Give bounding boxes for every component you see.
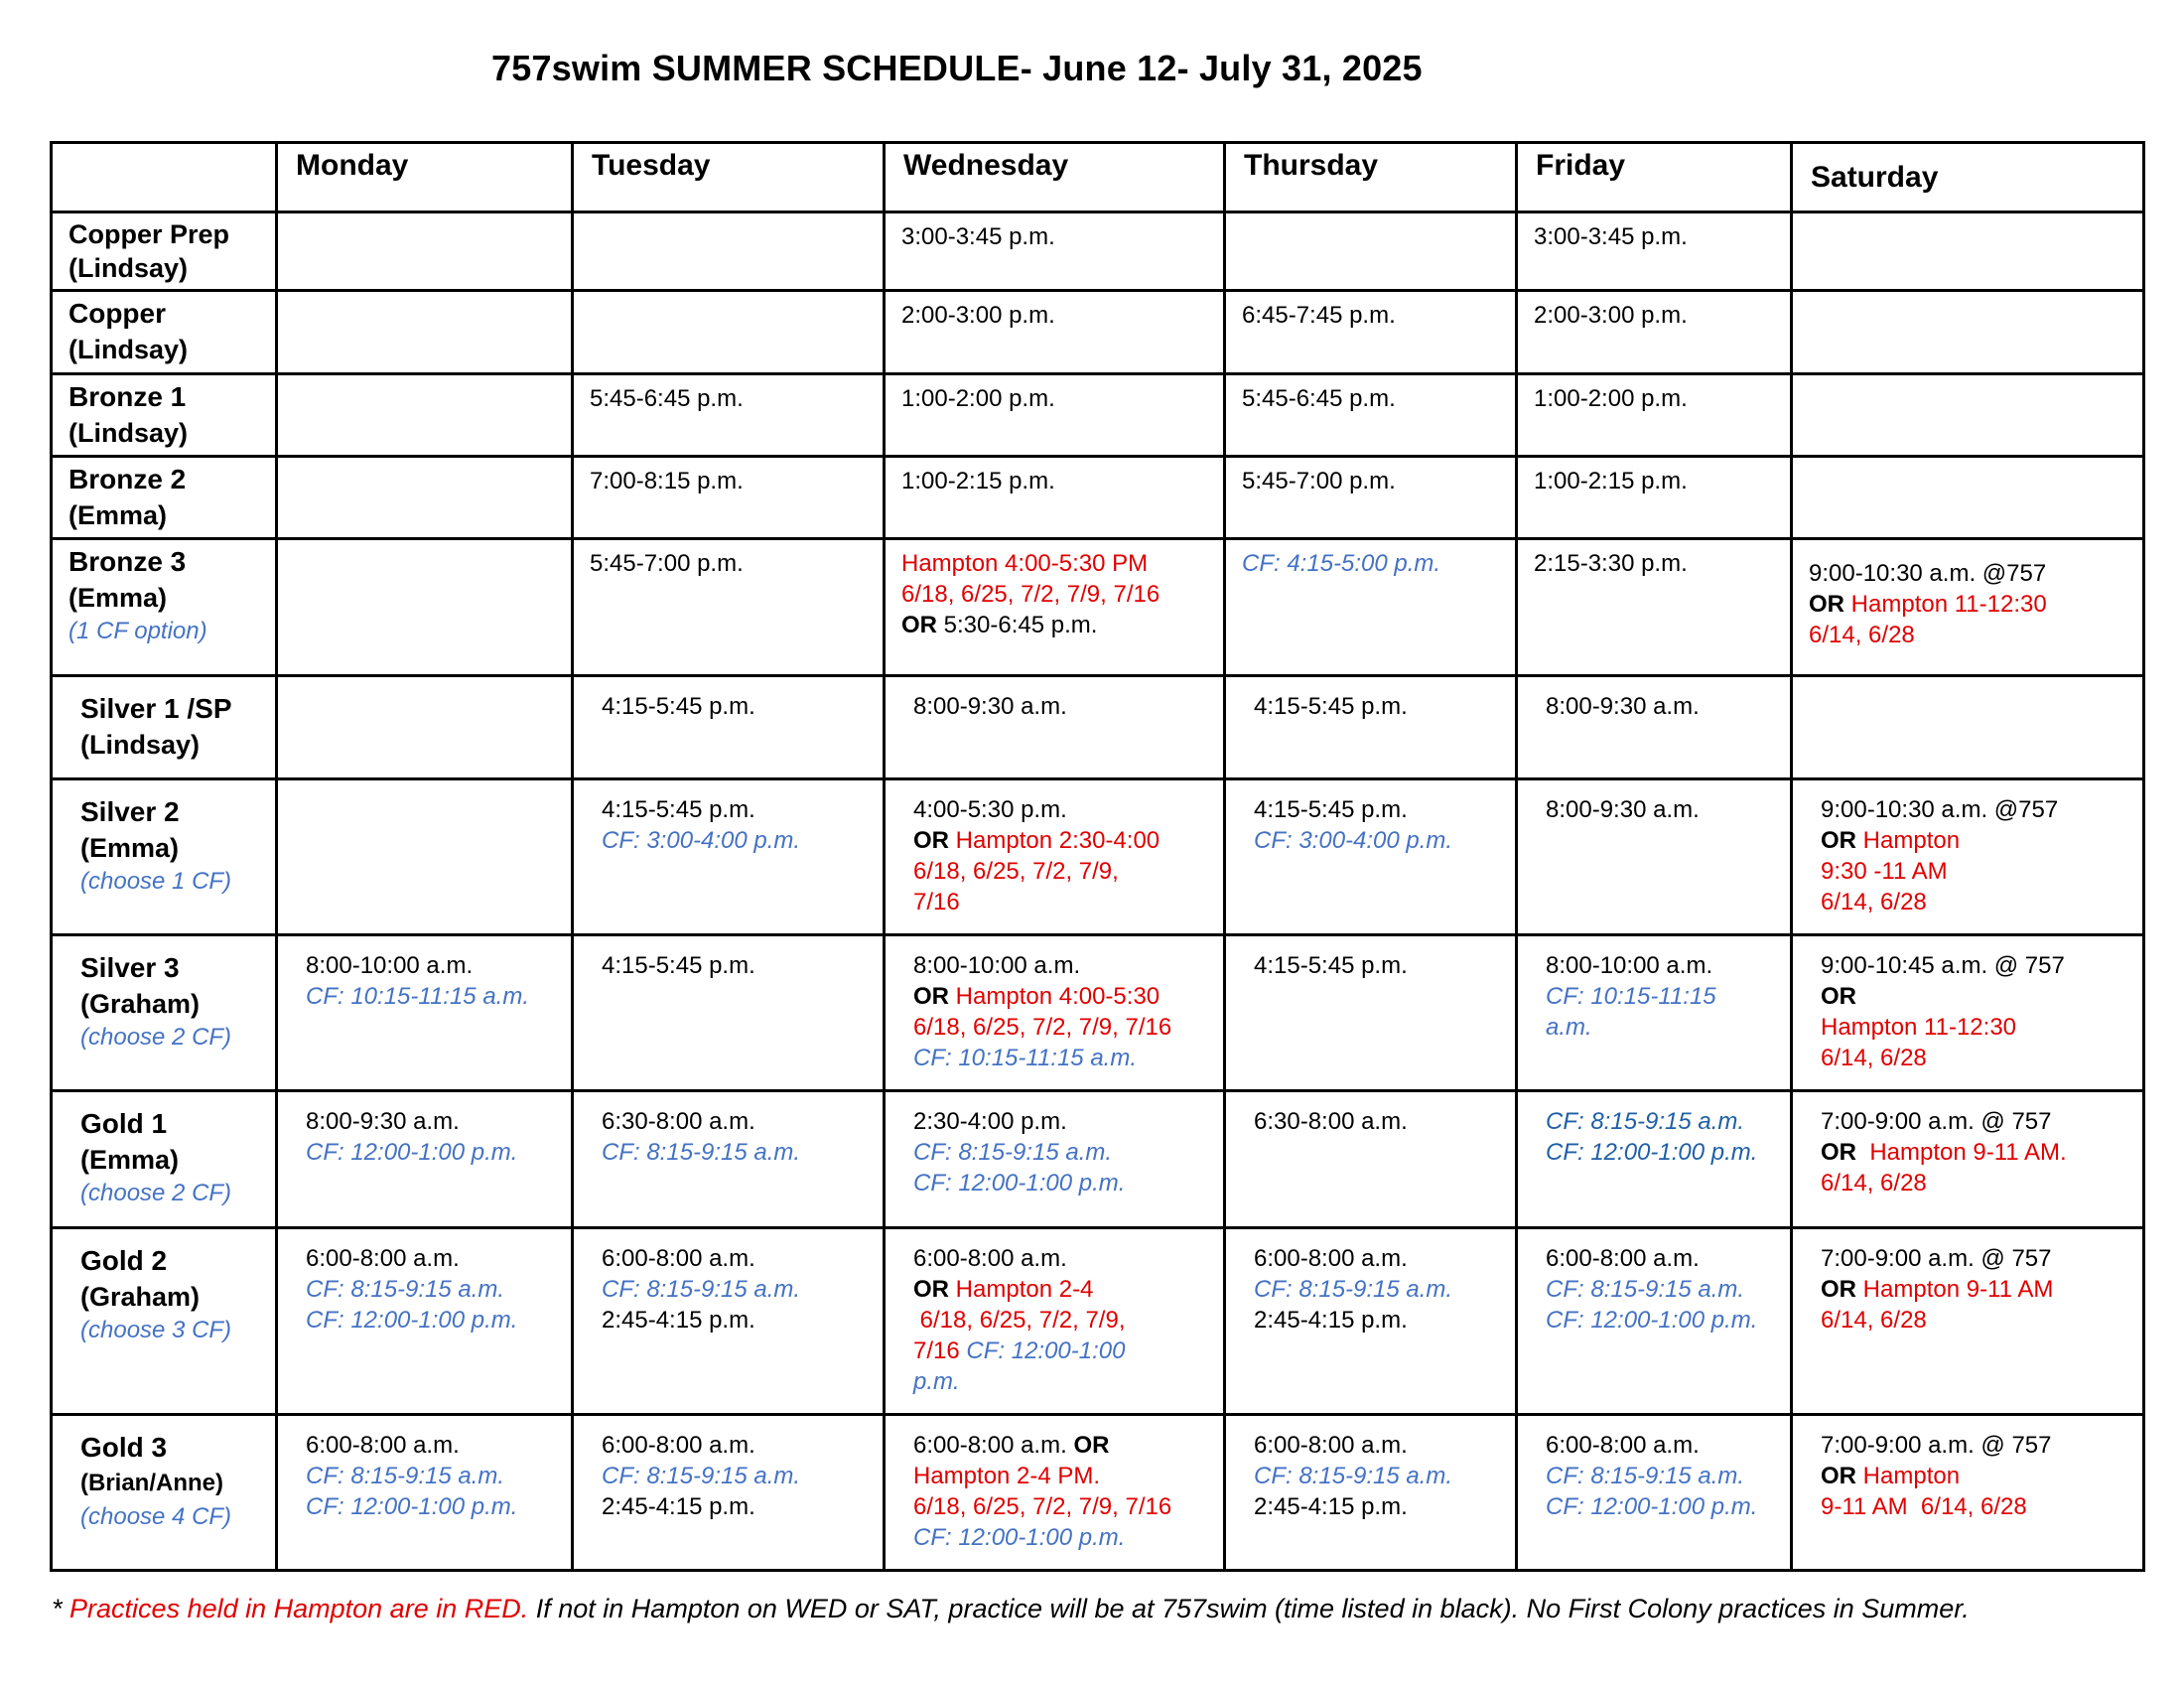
- time-text: 4:15-5:45 p.m.: [1254, 693, 1408, 720]
- time-text: 2:45-4:15 p.m.: [602, 1307, 755, 1334]
- time-text: 5:30-6:45 p.m.: [937, 612, 1098, 638]
- page-title: 757swim SUMMER SCHEDULE- June 12- July 31, 2025: [491, 48, 1423, 88]
- day-header-thursday: Thursday: [1225, 143, 1517, 212]
- time-text: 2:00-3:00 p.m.: [1534, 302, 1688, 329]
- cell-wed: [885, 676, 1225, 779]
- cf-text: CF: 8:15-9:15 a.m.: [1254, 1276, 1453, 1303]
- group-coach: (Emma): [80, 1145, 180, 1175]
- cell-thu: [1225, 1091, 1517, 1228]
- cell-mon: [277, 1228, 573, 1415]
- time-text: 2:45-4:15 p.m.: [602, 1493, 755, 1520]
- cf-text: CF: 8:15-9:15 a.m.: [1254, 1463, 1453, 1489]
- hampton-dates: 7/16: [913, 1337, 960, 1364]
- group-coach: (Lindsay): [80, 730, 201, 760]
- cell-wed: [885, 374, 1225, 457]
- or-text: OR: [1821, 983, 1856, 1010]
- cell-wed: [885, 212, 1225, 291]
- cell-mon: [277, 676, 573, 779]
- time-text: 9:00-10:30 a.m. @757: [1821, 796, 2059, 823]
- cell-sat: [1792, 539, 2144, 676]
- cell-fri: [1517, 676, 1792, 779]
- group-name: Gold 1: [80, 1108, 168, 1139]
- hampton-dates: 9-11 AM 6/14, 6/28: [1821, 1493, 2027, 1520]
- cf-text: CF: 10:15-11:15: [1546, 983, 1716, 1010]
- cell-wed: [885, 779, 1225, 935]
- time-text: 6:30-8:00 a.m.: [1254, 1108, 1408, 1135]
- cell-wed: [885, 1091, 1225, 1228]
- time-text: 8:00-10:00 a.m.: [913, 952, 1081, 979]
- cell-tue: [573, 779, 885, 935]
- group-coach: (Emma): [68, 500, 168, 530]
- table-row: [52, 457, 2144, 539]
- group-coach: (Lindsay): [68, 335, 189, 364]
- hampton-text: Hampton 4:00-5:30 PM: [901, 550, 1149, 577]
- time-text: 6:30-8:00 a.m.: [602, 1108, 755, 1135]
- cell-sat: [1792, 779, 2144, 935]
- footnote-star: *: [52, 1594, 63, 1623]
- cell-tue: [573, 935, 885, 1091]
- time-text: 5:45-6:45 p.m.: [590, 385, 744, 412]
- group-option: (choose 1 CF): [80, 868, 232, 895]
- cell-mon: [277, 1091, 573, 1228]
- cell-tue: [573, 212, 885, 291]
- group-name: Silver 2: [80, 796, 180, 827]
- cell-sat: [1792, 935, 2144, 1091]
- time-text: 1:00-2:00 p.m.: [901, 385, 1055, 412]
- hampton-dates: 7/16: [913, 889, 960, 915]
- or-text: OR: [901, 612, 937, 638]
- hampton-text: Hampton 2-4 PM.: [913, 1463, 1101, 1489]
- group-option: (choose 3 CF): [80, 1317, 232, 1343]
- time-text: 9:00-10:45 a.m. @ 757: [1821, 952, 2065, 979]
- time-text: 8:00-9:30 a.m.: [1546, 693, 1700, 720]
- group-label: [52, 374, 277, 457]
- cell-tue: [573, 539, 885, 676]
- time-text: 8:00-9:30 a.m.: [306, 1108, 460, 1135]
- cell-thu: [1225, 291, 1517, 374]
- time-text: 2:00-3:00 p.m.: [901, 302, 1055, 329]
- group-coach: (Lindsay): [68, 253, 189, 283]
- table-row: [52, 1415, 2144, 1571]
- cell-wed: [885, 291, 1225, 374]
- group-name: Copper Prep: [68, 219, 230, 249]
- cell-tue: [573, 1228, 885, 1415]
- cf-text: a.m.: [1546, 1014, 1592, 1041]
- table-row: [52, 212, 2144, 291]
- time-text: 9:00-10:30 a.m. @757: [1809, 560, 2047, 587]
- time-text: 6:00-8:00 a.m.: [602, 1432, 755, 1459]
- day-header-saturday: Saturday: [1792, 143, 2144, 212]
- time-text: 8:00-9:30 a.m.: [913, 693, 1067, 720]
- time-text: 8:00-10:00 a.m.: [306, 952, 474, 979]
- group-name: Silver 3: [80, 952, 180, 983]
- time-text: 6:00-8:00 a.m.: [306, 1432, 460, 1459]
- cf-text: CF: 8:15-9:15 a.m.: [1546, 1276, 1745, 1303]
- cell-fri: [1517, 1091, 1792, 1228]
- hampton-dates: 6/14, 6/28: [1809, 622, 1915, 648]
- cell-fri: [1517, 457, 1792, 539]
- cell-sat: [1792, 374, 2144, 457]
- hampton-time: 9:30 -11 AM: [1821, 858, 1948, 885]
- time-text: 4:15-5:45 p.m.: [602, 952, 755, 979]
- time-text: 6:00-8:00 a.m.: [913, 1245, 1067, 1272]
- group-label: [52, 457, 277, 539]
- time-text: 7:00-8:15 p.m.: [590, 468, 744, 494]
- hampton-dates: 6/18, 6/25, 7/2, 7/9, 7/16: [913, 1014, 1172, 1041]
- cell-thu: [1225, 935, 1517, 1091]
- cell-mon: [277, 1415, 573, 1571]
- time-text: 2:15-3:30 p.m.: [1534, 550, 1688, 577]
- cell-sat: [1792, 1091, 2144, 1228]
- cell-thu: [1225, 779, 1517, 935]
- cf-text: CF: 8:15-9:15 a.m.: [1546, 1463, 1745, 1489]
- or-text: OR: [913, 983, 949, 1010]
- cell-fri: [1517, 212, 1792, 291]
- day-header-monday: Monday: [277, 143, 573, 212]
- cell-mon: [277, 935, 573, 1091]
- hampton-dates: 6/18, 6/25, 7/2, 7/9,: [913, 1307, 1126, 1334]
- time-text: 4:15-5:45 p.m.: [602, 693, 755, 720]
- cell-mon: [277, 291, 573, 374]
- hampton-text: Hampton 2:30-4:00: [949, 827, 1160, 854]
- table-row: [52, 1228, 2144, 1415]
- footnote: [52, 1594, 1970, 1624]
- day-header-wednesday: Wednesday: [885, 143, 1225, 212]
- group-name: Bronze 3: [68, 546, 187, 577]
- cf-text: CF: 12:00-1:00 p.m.: [1546, 1493, 1758, 1520]
- time-text: 6:00-8:00 a.m.: [306, 1245, 460, 1272]
- hampton-dates: 6/14, 6/28: [1821, 1045, 1927, 1071]
- cf-text: CF: 12:00-1:00 p.m.: [1546, 1307, 1758, 1334]
- cf-text: CF: 12:00-1:00 p.m.: [306, 1307, 518, 1334]
- group-name: Bronze 2: [68, 464, 187, 494]
- cell-fri: [1517, 779, 1792, 935]
- group-name: Gold 2: [80, 1245, 168, 1276]
- or-text: OR: [1821, 1463, 1856, 1489]
- time-text: 7:00-9:00 a.m. @ 757: [1821, 1432, 2052, 1459]
- group-label: [52, 935, 277, 1091]
- hampton-dates: 6/14, 6/28: [1821, 889, 1927, 915]
- cell-sat: [1792, 212, 2144, 291]
- or-text: OR: [1073, 1432, 1110, 1459]
- cell-wed: [885, 1228, 1225, 1415]
- cf-text: CF: 12:00-1:00 p.m.: [1546, 1139, 1758, 1166]
- time-text: 6:00-8:00 a.m.: [1254, 1432, 1408, 1459]
- cell-thu: [1225, 457, 1517, 539]
- hampton-dates: 6/14, 6/28: [1821, 1170, 1927, 1196]
- time-text: 5:45-6:45 p.m.: [1242, 385, 1396, 412]
- time-text: 6:45-7:45 p.m.: [1242, 302, 1396, 329]
- cell-sat: [1792, 1415, 2144, 1571]
- cell-tue: [573, 1091, 885, 1228]
- table-row: [52, 935, 2144, 1091]
- time-text: 6:00-8:00 a.m.: [1546, 1245, 1700, 1272]
- time-text: 6:00-8:00 a.m.: [1254, 1245, 1408, 1272]
- day-header-tuesday: Tuesday: [573, 143, 885, 212]
- table-row: [52, 779, 2144, 935]
- cell-thu: [1225, 1415, 1517, 1571]
- group-name: Bronze 1: [68, 381, 187, 412]
- group-label: [52, 1415, 277, 1571]
- cell-wed: [885, 935, 1225, 1091]
- group-label: [52, 1091, 277, 1228]
- cf-text: CF: 8:15-9:15 a.m.: [602, 1139, 801, 1166]
- cell-tue: [573, 676, 885, 779]
- group-option: (choose 2 CF): [80, 1180, 232, 1206]
- cf-text: CF: 8:15-9:15 a.m.: [306, 1276, 505, 1303]
- corner-cell: [52, 143, 277, 212]
- time-text: 4:15-5:45 p.m.: [602, 796, 755, 823]
- cell-thu: [1225, 212, 1517, 291]
- cf-text: CF: 8:15-9:15 a.m.: [602, 1276, 801, 1303]
- cf-text: CF: 12:00-1:00 p.m.: [913, 1170, 1126, 1196]
- cell-tue: [573, 457, 885, 539]
- group-name: Gold 3: [80, 1432, 168, 1463]
- hampton-text: Hampton 11-12:30: [1821, 1014, 2017, 1041]
- cell-sat: [1792, 1228, 2144, 1415]
- cell-thu: [1225, 539, 1517, 676]
- time-text: 3:00-3:45 p.m.: [901, 223, 1055, 250]
- cell-mon: [277, 457, 573, 539]
- group-name: Silver 1 /SP: [80, 693, 232, 724]
- cell-tue: [573, 291, 885, 374]
- schedule-table: [50, 141, 2145, 1572]
- hampton-text: Hampton: [1856, 1463, 1961, 1489]
- cf-text: p.m.: [913, 1368, 960, 1395]
- cf-text: CF: 3:00-4:00 p.m.: [1254, 827, 1453, 854]
- cell-mon: [277, 374, 573, 457]
- group-coach: (Emma): [68, 583, 168, 613]
- table-row: [52, 539, 2144, 676]
- time-text: 2:30-4:00 p.m.: [913, 1108, 1067, 1135]
- time-text: 6:00-8:00 a.m.: [1546, 1432, 1700, 1459]
- header-row: [52, 143, 2144, 212]
- time-text: 7:00-9:00 a.m. @ 757: [1821, 1108, 2052, 1135]
- hampton-text: Hampton 9-11 AM.: [1856, 1139, 2067, 1166]
- cf-text: CF: 10:15-11:15 a.m.: [913, 1045, 1137, 1071]
- cf-text: CF: 12:00-1:00: [959, 1337, 1126, 1364]
- footnote-text: If not in Hampton on WED or SAT, practice will be at 757swim (time listed in black). No First Colony practices in Summer.: [528, 1594, 1970, 1623]
- group-label: [52, 291, 277, 374]
- group-coach: (Emma): [80, 833, 180, 863]
- table-row: [52, 374, 2144, 457]
- cf-text: CF: 12:00-1:00 p.m.: [306, 1139, 518, 1166]
- hampton-dates: 6/18, 6/25, 7/2, 7/9, 7/16: [913, 1493, 1172, 1520]
- group-label: [52, 539, 277, 676]
- time-text: 8:00-9:30 a.m.: [1546, 796, 1700, 823]
- time-text: 7:00-9:00 a.m. @ 757: [1821, 1245, 2052, 1272]
- cell-mon: [277, 539, 573, 676]
- hampton-text: Hampton 2-4: [949, 1276, 1094, 1303]
- or-text: OR: [1821, 827, 1856, 854]
- cf-text: CF: 10:15-11:15 a.m.: [306, 983, 529, 1010]
- time-text: 1:00-2:15 p.m.: [901, 468, 1055, 494]
- cell-fri: [1517, 1415, 1792, 1571]
- group-coach: (Brian/Anne): [80, 1470, 223, 1496]
- or-text: OR: [1821, 1276, 1856, 1303]
- group-label: [52, 212, 277, 291]
- group-label: [52, 676, 277, 779]
- cell-thu: [1225, 676, 1517, 779]
- cell-fri: [1517, 291, 1792, 374]
- or-text: OR: [913, 1276, 949, 1303]
- cf-text: CF: 3:00-4:00 p.m.: [602, 827, 801, 854]
- or-text: OR: [1809, 591, 1844, 618]
- cell-wed: [885, 457, 1225, 539]
- table-row: [52, 291, 2144, 374]
- cell-sat: [1792, 457, 2144, 539]
- group-label: [52, 779, 277, 935]
- hampton-text: Hampton 4:00-5:30: [949, 983, 1160, 1010]
- time-text: 6:00-8:00 a.m.: [913, 1432, 1074, 1459]
- cell-mon: [277, 212, 573, 291]
- cell-fri: [1517, 1228, 1792, 1415]
- hampton-text: Hampton: [1856, 827, 1961, 854]
- hampton-dates: 6/18, 6/25, 7/2, 7/9, 7/16: [901, 581, 1160, 608]
- cell-wed: [885, 539, 1225, 676]
- group-option: (choose 2 CF): [80, 1024, 232, 1051]
- cell-sat: [1792, 291, 2144, 374]
- time-text: 5:45-7:00 p.m.: [1242, 468, 1396, 494]
- cell-sat: [1792, 676, 2144, 779]
- time-text: 3:00-3:45 p.m.: [1534, 223, 1688, 250]
- group-coach: (Graham): [80, 1282, 201, 1312]
- time-text: 6:00-8:00 a.m.: [602, 1245, 755, 1272]
- table-row: [52, 676, 2144, 779]
- time-text: 8:00-10:00 a.m.: [1546, 952, 1713, 979]
- hampton-dates: 6/18, 6/25, 7/2, 7/9,: [913, 858, 1119, 885]
- time-text: 2:45-4:15 p.m.: [1254, 1493, 1408, 1520]
- cell-fri: [1517, 374, 1792, 457]
- cell-tue: [573, 1415, 885, 1571]
- table-row: [52, 1091, 2144, 1228]
- group-option: (choose 4 CF): [80, 1503, 232, 1530]
- cf-text: CF: 12:00-1:00 p.m.: [306, 1493, 518, 1520]
- group-coach: (Lindsay): [68, 418, 189, 448]
- hampton-dates: 6/14, 6/28: [1821, 1307, 1927, 1334]
- group-option: (1 CF option): [68, 618, 207, 644]
- day-header-friday: Friday: [1517, 143, 1792, 212]
- cell-fri: [1517, 935, 1792, 1091]
- cf-text: CF: 8:15-9:15 a.m.: [913, 1139, 1113, 1166]
- cell-thu: [1225, 1228, 1517, 1415]
- cell-tue: [573, 374, 885, 457]
- cf-text: CF: 8:15-9:15 a.m.: [602, 1463, 801, 1489]
- time-text: 5:45-7:00 p.m.: [590, 550, 744, 577]
- footnote-red-text: Practices held in Hampton are in RED.: [69, 1594, 529, 1623]
- time-text: 4:15-5:45 p.m.: [1254, 952, 1408, 979]
- cell-thu: [1225, 374, 1517, 457]
- group-label: [52, 1228, 277, 1415]
- or-text: OR: [1821, 1139, 1856, 1166]
- cf-text: CF: 8:15-9:15 a.m.: [1546, 1108, 1745, 1135]
- time-text: 1:00-2:15 p.m.: [1534, 468, 1688, 494]
- cf-text: CF: 4:15-5:00 p.m.: [1242, 550, 1441, 577]
- time-text: 2:45-4:15 p.m.: [1254, 1307, 1408, 1334]
- cf-text: CF: 8:15-9:15 a.m.: [306, 1463, 505, 1489]
- time-text: 4:00-5:30 p.m.: [913, 796, 1067, 823]
- cell-wed: [885, 1415, 1225, 1571]
- cell-fri: [1517, 539, 1792, 676]
- cf-text: CF: 12:00-1:00 p.m.: [913, 1524, 1126, 1551]
- time-text: 4:15-5:45 p.m.: [1254, 796, 1408, 823]
- cell-mon: [277, 779, 573, 935]
- hampton-text: Hampton 11-12:30: [1844, 591, 2047, 618]
- group-name: Copper: [68, 298, 166, 329]
- hampton-text: Hampton 9-11 AM: [1856, 1276, 2054, 1303]
- group-coach: (Graham): [80, 989, 201, 1019]
- or-text: OR: [913, 827, 949, 854]
- time-text: 1:00-2:00 p.m.: [1534, 385, 1688, 412]
